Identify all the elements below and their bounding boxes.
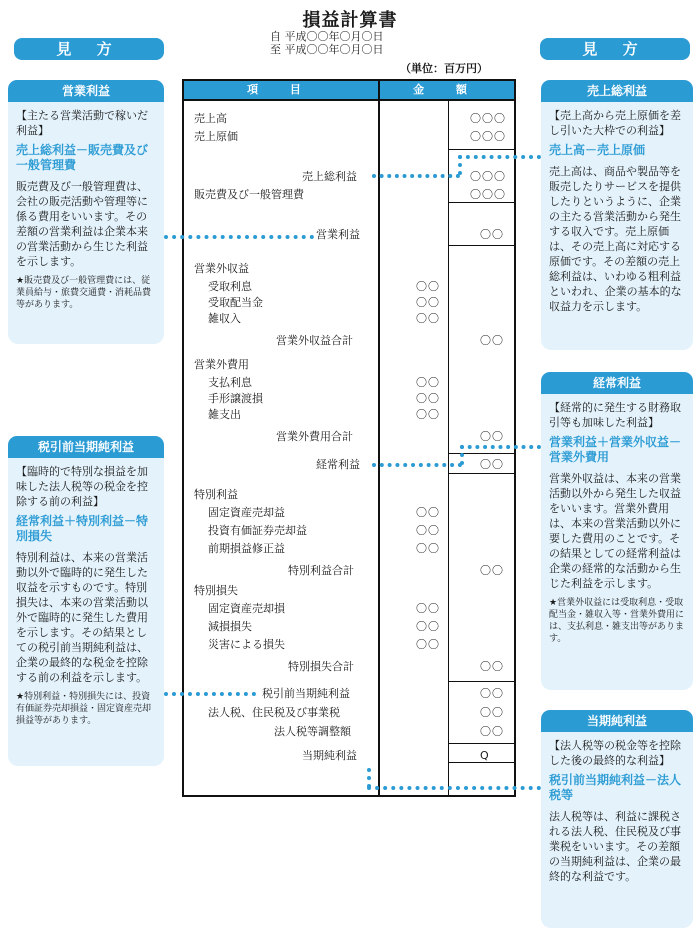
table-row-value: 〇〇 (480, 725, 504, 738)
connector-ordinary-profit-right (460, 445, 541, 449)
table-row-value: 〇〇〇 (470, 130, 506, 143)
panel-title: 営業利益 (8, 80, 164, 102)
table-row-value: 〇〇 (416, 408, 440, 421)
unit-label: （単位：百万円） (400, 62, 488, 75)
table-row-label: 経常利益 (316, 458, 360, 471)
connector-net-profit (367, 786, 541, 790)
table-row-value: 〇〇 (416, 620, 440, 633)
table-row-label: 売上総利益 (302, 170, 357, 183)
subtotal-rule (448, 473, 514, 474)
panel-formula: 営業利益＋営業外収益－営業外費用 (549, 435, 682, 464)
table-row-label: 営業外収益 (194, 262, 249, 275)
table-header (184, 81, 514, 101)
table-row-value: 〇〇 (480, 458, 504, 471)
panel-note: ★営業外収益には受取利息・受取配当金・雑収入等・営業外費用には、支払利息・雑支出等があります。 (549, 598, 685, 644)
table-row-value: 〇〇 (416, 392, 440, 405)
panel-net-profit (541, 710, 693, 928)
panel-title: 経常利益 (541, 372, 693, 394)
table-row-label: 雑支出 (208, 408, 241, 421)
income-statement-table (182, 79, 516, 797)
table-row-value: 〇〇 (416, 542, 440, 555)
panel-body: 売上高は、商品や製品等を販売したりサービスを提供したりというように、企業の主たる営業活動から発生する収入です。売上原価は、その売上高に対応する原価です。その差額の売上総利益は、いわゆる粗利益といわれ、企業の基本的な収益力を示します。 (549, 165, 682, 313)
panel-lead: 【臨時的で特別な損益を加味した法人税等の税金を控除する前の利益】 (16, 465, 148, 508)
panel-title: 売上総利益 (541, 80, 693, 102)
connector-net-profit-vertical (367, 768, 371, 788)
panel-body: 営業外収益は、本来の営業活動以外から発生した収益をいいます。営業外費用は、本来の営業活動以外に要した費用のことです。その結果としての経常利益は企業の経常的な活動から生じた利益を示します。 (549, 472, 681, 590)
table-row-label: 売上高 (194, 112, 227, 125)
panel-pretax-profit (8, 436, 164, 766)
panel-lead: 【法人税等の税金等を控除した後の最終的な利益】 (549, 739, 681, 767)
table-row-label: 税引前当期純利益 (262, 687, 350, 700)
panel-title: 当期純利益 (541, 710, 693, 732)
document-title: 損益計算書 (302, 10, 398, 31)
table-row-label: 販売費及び一般管理費 (194, 188, 304, 201)
table-row-value: 〇〇 (416, 602, 440, 615)
panel-title: 税引前当期純利益 (8, 436, 164, 458)
table-row-value: Q (480, 749, 490, 762)
table-row-label: 特別利益合計 (288, 564, 354, 577)
table-row-value: 〇〇 (416, 524, 440, 537)
table-row-value: 〇〇 (480, 660, 504, 673)
table-row-label: 特別損失 (194, 584, 238, 597)
table-row-value: 〇〇 (416, 312, 440, 325)
column-divider (378, 81, 380, 795)
table-row-label: 手形譲渡損 (208, 392, 263, 405)
panel-ordinary-profit (541, 372, 693, 690)
table-row-value: 〇〇 (480, 564, 504, 577)
table-row-label: 雑収入 (208, 312, 241, 325)
panel-formula: 売上総利益－販売費及び一般管理費 (16, 143, 149, 172)
panel-body: 特別利益は、本来の営業活動以外で臨時的に発生した収益を示すものです。特別損失は、本来の営業活動以外で臨時的に発生した費用を示します。その結果としての税引前当期純利益は、企業の最終的な税金を控除する前の利益を示します。 (16, 551, 148, 684)
panel-operating-profit (8, 80, 164, 344)
right-heading: 見 方 (540, 38, 690, 60)
panel-formula: 税引前当期純利益－法人税等 (549, 773, 682, 802)
table-row-label: 営業外費用 (194, 358, 249, 371)
table-row-label: 法人税等調整額 (274, 725, 351, 738)
table-row-label: 特別利益 (194, 488, 238, 501)
subtotal-rule (448, 149, 514, 150)
table-row-label: 固定資産売却損 (208, 602, 285, 615)
subtotal-rule (448, 681, 514, 682)
panel-lead: 【売上高から売上原価を差し引いた大枠での利益】 (549, 109, 681, 137)
table-row-label: 災害による損失 (208, 638, 285, 651)
connector-operating-profit (164, 235, 314, 239)
table-row-value: 〇〇 (416, 376, 440, 389)
subtotal-rule (448, 202, 514, 203)
column-header-amount: 金 額 (413, 83, 481, 96)
table-row-label: 受取配当金 (208, 296, 263, 309)
table-row-value: 〇〇 (480, 334, 504, 347)
table-row-value: 〇〇 (416, 506, 440, 519)
table-row-value: 〇〇〇 (470, 188, 506, 201)
panel-note: ★販売費及び一般管理費には、従業員給与・旅費交通費・消耗品費等があります。 (16, 276, 152, 310)
panel-lead: 【主たる営業活動で稼いだ利益】 (16, 109, 148, 137)
table-row-value: 〇〇 (480, 687, 504, 700)
connector-pretax-profit (164, 692, 256, 696)
connector-ordinary-profit (372, 463, 462, 467)
table-row-label: 営業外費用合計 (276, 430, 353, 443)
column-divider-inner (448, 101, 449, 795)
left-heading: 見 方 (14, 38, 164, 60)
table-row-value: 〇〇 (480, 228, 504, 241)
table-row-label: 特別損失合計 (288, 660, 354, 673)
subtotal-rule (448, 453, 514, 454)
table-row-label: 受取利息 (208, 280, 252, 293)
table-row-value: 〇〇 (416, 638, 440, 651)
table-row-label: 営業外収益合計 (276, 334, 353, 347)
subtotal-rule (448, 743, 514, 744)
panel-formula: 売上高－売上原価 (549, 143, 646, 157)
panel-body: 販売費及び一般管理費は、会社の販売活動や管理等に係る費用をいいます。その差額の営業利益は企業本来の営業活動から生じた利益を示します。 (16, 180, 148, 268)
column-header-item: 項 目 (247, 83, 315, 96)
table-row-label: 売上原価 (194, 130, 238, 143)
table-row-label: 支払利息 (208, 376, 252, 389)
table-row-label: 法人税、住民税及び事業税 (208, 706, 340, 719)
panel-gross-profit (541, 80, 693, 350)
table-row-value: 〇〇 (480, 430, 504, 443)
table-row-label: 減損損失 (208, 620, 252, 633)
period-from: 自 平成〇〇年〇月〇日 (270, 30, 384, 43)
panel-formula: 経常利益＋特別利益－特別損失 (16, 514, 149, 543)
subtotal-rule (448, 762, 514, 763)
panel-lead: 【経常的に発生する財務取引等も加味した利益】 (549, 401, 681, 429)
subtotal-rule (448, 245, 514, 246)
table-row-label: 営業利益 (316, 228, 360, 241)
table-row-value: 〇〇 (416, 280, 440, 293)
table-row-label: 投資有価証券売却益 (208, 524, 307, 537)
table-row-value: 〇〇〇 (470, 112, 506, 125)
table-row-label: 固定資産売却益 (208, 506, 285, 519)
table-row-value: 〇〇〇 (470, 170, 506, 183)
table-row-value: 〇〇 (480, 706, 504, 719)
connector-gross-profit-right (458, 155, 541, 159)
period-to: 至 平成〇〇年〇月〇日 (270, 43, 384, 56)
connector-gross-profit (372, 174, 460, 178)
table-row-label: 前期損益修正益 (208, 542, 285, 555)
panel-body: 法人税等は、利益に課税される法人税、住民税及び事業税をいいます。その差額の当期純利益は、企業の最終的な利益です。 (549, 810, 681, 883)
table-row-label: 当期純利益 (302, 749, 357, 762)
table-row-value: 〇〇 (416, 296, 440, 309)
panel-note: ★特別利益・特別損失には、投資有価証券売却損益・固定資産売却損益等があります。 (16, 692, 152, 726)
